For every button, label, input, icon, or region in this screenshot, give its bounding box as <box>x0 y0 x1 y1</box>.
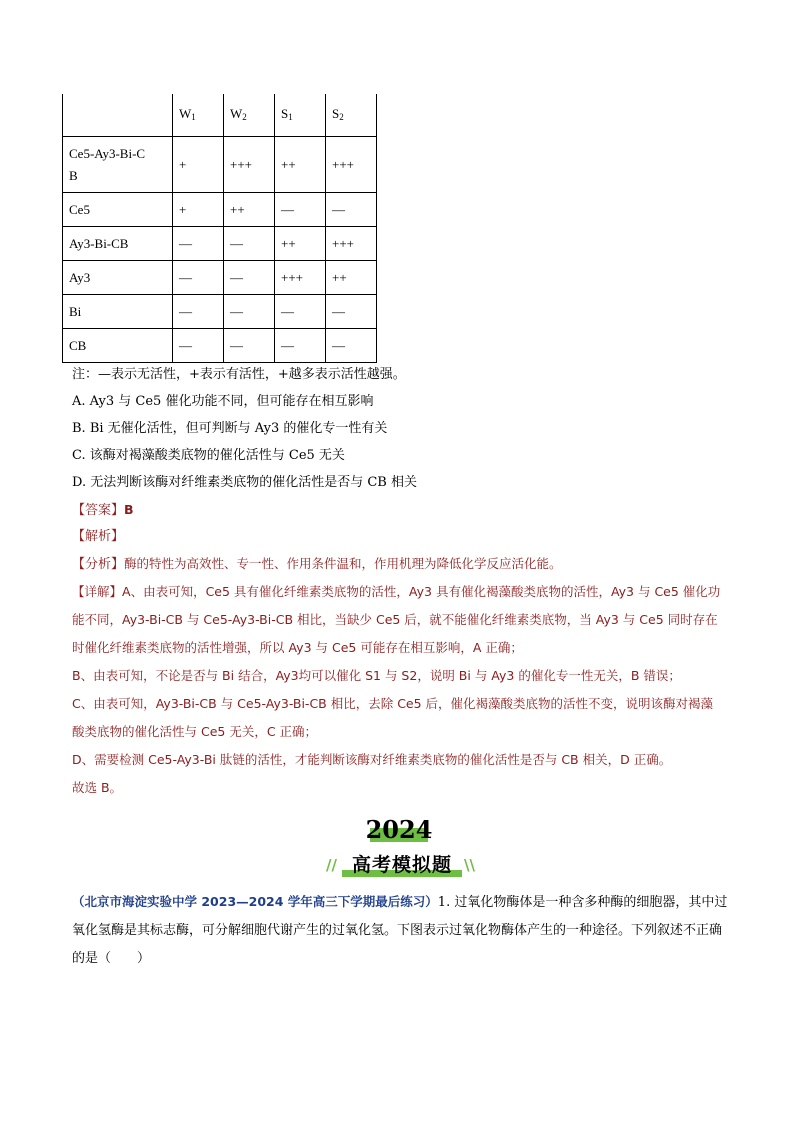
table-row <box>63 295 377 329</box>
table-cell: Bi <box>63 295 173 329</box>
question-text: 1. 过氧化物酶体是一种含多种酶的细胞器，其中过氧化氢酶是其标志酶，可分解细胞代谢产生的过氧化氢。下图表示过氧化物酶体产生的一种途径。下列叙述不正确的是（ ） <box>72 895 728 966</box>
option-d: D. 无法判断该酶对纤维素类底物的催化活性是否与 CB 相关 <box>72 475 417 490</box>
table-cell: Ce5-Ay3-Bi-C B <box>63 137 173 193</box>
detail-c-text: C、由表可知，Ay3-Bi-CB 与 Ce5-Ay3-Bi-CB 相比，去除 Ce5 后，催化褐藻酸类底物的活性不变，说明该酶对褐藻酸类底物的催化活性与 Ce5 无关，C 正确； <box>72 696 714 739</box>
table-cell: CB <box>63 329 173 363</box>
table-header-cell: $W_2$ <box>224 94 275 137</box>
table-row <box>63 137 377 193</box>
slash-left-icon: // <box>326 856 337 874</box>
table-cell: + <box>173 193 224 227</box>
table-cell: + <box>173 137 224 193</box>
section-banner <box>326 850 475 878</box>
table-cell: +++ <box>224 137 275 193</box>
table-header-cell: $S_2$ <box>326 94 377 137</box>
option-b: B. Bi 无催化活性，但可判断与 Ay3 的催化专一性有关 <box>72 421 388 436</box>
table-header-cell: $S_1$ <box>275 94 326 137</box>
detail-d-text: D、需要检测 Ce5-Ay3-Bi 肽链的活性，才能判断该酶对纤维素类底物的催化活性是否与 CB 相关，D 正确。 <box>72 752 672 767</box>
table-cell: ++ <box>224 193 275 227</box>
fenxi-text: 酶的特性为高效性、专一性、作用条件温和，作用机理为降低化学反应活化能。 <box>124 556 562 571</box>
detail-b-text: B、由表可知，不论是否与 Bi 结合，Ay3均可以催化 S1 与 S2，说明 Bi 与 Ay3 的催化专一性无关，B 错误； <box>72 668 681 683</box>
table-header-cell <box>63 94 173 137</box>
table-cell: — <box>173 295 224 329</box>
analysis-label <box>72 528 124 546</box>
table-cell: ++ <box>275 227 326 261</box>
year-heading: 2024 <box>365 815 433 844</box>
answer <box>72 501 134 520</box>
analysis-label-text: 【解析】 <box>72 529 125 544</box>
table-cell: +++ <box>326 137 377 193</box>
detail-label: 【详解】 <box>72 584 123 599</box>
option-c: C. 该酶对褐藻酸类底物的催化活性与 Ce5 无关 <box>72 448 345 463</box>
table-header-row <box>63 94 377 137</box>
detail-conclusion <box>72 774 724 802</box>
table-cell: ++ <box>326 261 377 295</box>
table-header-cell: $W_1$ <box>173 94 224 137</box>
table-cell: — <box>224 295 275 329</box>
section-title: 高考模拟题 <box>351 854 452 876</box>
option-a: A. Ay3 与 Ce5 催化功能不同，但可能存在相互影响 <box>72 394 374 409</box>
question <box>72 888 732 973</box>
table-cell: ++ <box>275 137 326 193</box>
result-table <box>62 94 377 363</box>
table-row <box>63 261 377 295</box>
fenxi <box>72 555 562 574</box>
table-row <box>63 193 377 227</box>
table-cell: — <box>275 295 326 329</box>
table-cell: — <box>173 261 224 295</box>
table-cell: — <box>173 227 224 261</box>
table-cell: +++ <box>326 227 377 261</box>
fenxi-label: 【分析】 <box>72 557 125 572</box>
table-row <box>63 227 377 261</box>
table-cell: — <box>173 329 224 363</box>
detail-b <box>72 662 724 690</box>
detail-conclusion-text: 故选 B。 <box>72 780 123 795</box>
question-source: （北京市海淀实验中学 2023—2024 学年高三下学期最后练习） <box>72 894 438 909</box>
table-cell: — <box>275 329 326 363</box>
detail-a-text: A、由表可知，Ce5 具有催化纤维素类底物的活性，Ay3 具有催化褐藻酸类底物的活性，Ay3 与 Ce5 催化功能不同，Ay3-Bi-CB 与 Ce5-Ay3-Bi-CB 相比，当缺少 Ce5 后，就不能催化纤维素类底物，当 Ay3 与 Ce5 同时存在时催化纤维素类底物的活性增强，所以 Ay3 与 Ce5 可能存在相互影响，A 正确； <box>72 584 721 655</box>
table-cell: +++ <box>275 261 326 295</box>
table-cell: — <box>224 261 275 295</box>
answer-label: 【答案】 <box>72 503 125 518</box>
detail-d <box>72 746 724 774</box>
table-cell: Ay3-Bi-CB <box>63 227 173 261</box>
table-row <box>63 329 377 363</box>
table-note: 注：—表示无活性，+表示有活性，+越多表示活性越强。 <box>72 367 406 382</box>
table-cell: — <box>326 329 377 363</box>
table-cell: — <box>275 193 326 227</box>
answer-value: B <box>124 502 134 517</box>
detail-a <box>72 578 724 662</box>
detail-c <box>72 690 724 746</box>
table-cell: — <box>224 227 275 261</box>
table-cell: — <box>326 193 377 227</box>
table-cell: — <box>326 295 377 329</box>
table-cell: — <box>224 329 275 363</box>
table-cell: Ce5 <box>63 193 173 227</box>
table-cell: Ay3 <box>63 261 173 295</box>
slash-right-icon: \\ <box>464 856 475 874</box>
